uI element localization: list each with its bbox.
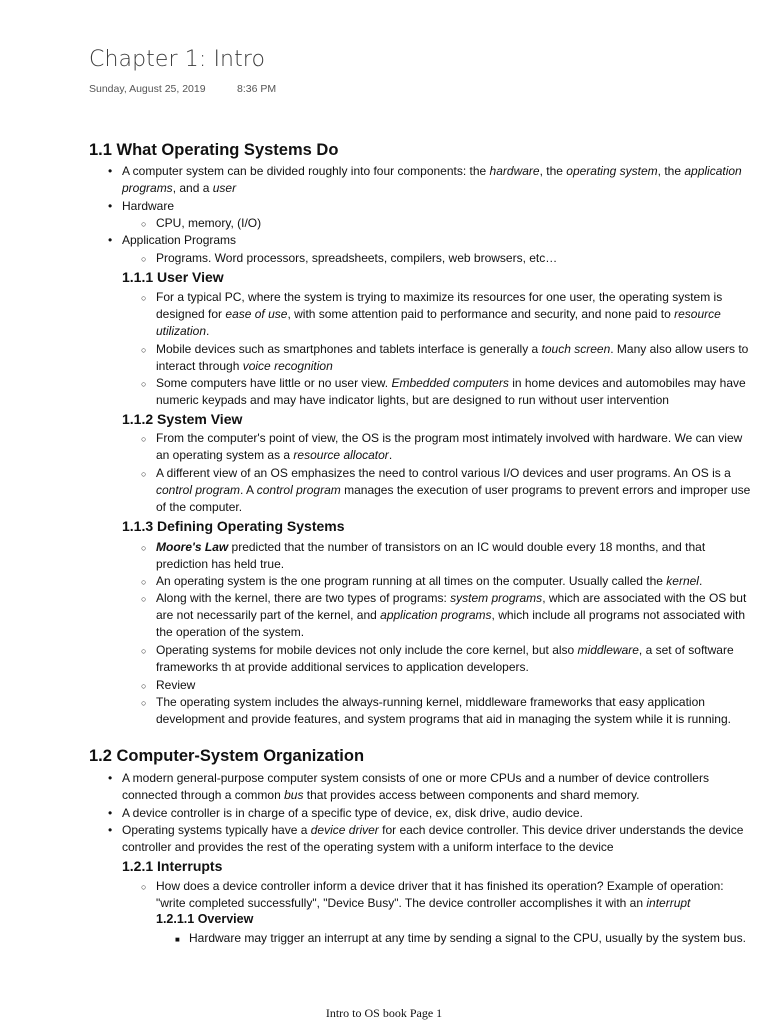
list-item-text: A device controller is in charge of a specific type of device, ex, disk drive, audio device. (122, 806, 583, 820)
page-title: Chapter 1: Intro (89, 47, 266, 72)
page-footer: Intro to OS book Page 1 (325, 1006, 443, 1020)
list-item-text: A computer system can be divided roughly into four components: the hardware, the operating system, the application programs, and a user (122, 164, 742, 195)
bullet-marker: ○ (141, 293, 147, 303)
list-item (108, 822, 752, 856)
bullet-marker: • (108, 823, 113, 837)
list-item (141, 677, 756, 694)
bullet-marker: ○ (141, 543, 147, 553)
list-item (108, 805, 752, 822)
list-item-text: The operating system includes the always-running kernel, middleware frameworks that easy application development and provide features, and system programs that aid in managing the system while it is running. (156, 695, 731, 726)
list-item-text: A different view of an OS emphasizes the need to control various I/O devices and user programs. An OS is a control program. A control program manages the execution of user programs to prevent errors and improper use of the computer. (156, 466, 751, 514)
bullet-marker: • (108, 771, 113, 785)
bullet-marker: ○ (141, 882, 147, 892)
list-item (141, 694, 756, 728)
list-item (108, 163, 752, 197)
list-item-text: CPU, memory, (I/O) (156, 216, 262, 230)
list-item-text: Some computers have little or no user view. Embedded computers in home devices and automobiles may have numeric keypads and may have indicator lights, but are designed to run without user intervention (156, 376, 746, 407)
list-item-text: Programs. Word processors, spreadsheets, compilers, web browsers, etc… (156, 251, 558, 265)
subsection-heading: 1.2.1 Interrupts (122, 858, 223, 874)
list-item-text: Mobile devices such as smartphones and tablets interface is generally a touch screen. Many also allow users to interact through voice recognition (156, 342, 749, 373)
list-item-text: A modern general-purpose computer system consists of one or more CPUs and a number of device controllers connected through a common bus that provides access between components and shard memory. (122, 771, 709, 802)
bullet-marker: • (108, 199, 113, 213)
bullet-marker: ○ (141, 469, 147, 479)
subsection-heading: 1.1.3 Defining Operating Systems (122, 518, 345, 534)
list-item-text: For a typical PC, where the system is trying to maximize its resources for one user, the operating system is designed for ease of use, with some attention paid to performance and security, and none paid to resource utilization. (156, 290, 723, 338)
list-item-text: Moore's Law predicted that the number of transistors on an IC would double every 18 months, and that prediction has held true. (156, 540, 706, 571)
list-item (141, 878, 756, 912)
bullet-marker: ■ (175, 935, 180, 944)
list-item (141, 215, 756, 232)
page-date: Sunday, August 25, 2019 (89, 83, 206, 95)
list-item-text: From the computer's point of view, the OS is the program most intimately involved with hardware. We can view an operating system as a resource allocator. (156, 431, 743, 462)
list-item (175, 930, 761, 947)
list-item-text: An operating system is the one program running at all times on the computer. Usually called the kernel. (156, 574, 703, 588)
list-item (141, 289, 756, 340)
bullet-marker: ○ (141, 254, 147, 264)
list-item (141, 539, 756, 573)
list-item-text: How does a device controller inform a device driver that it has finished its operation? Example of operation: "write completed successfully", "Device Busy". The device controller accomplishes it with an interrupt (156, 879, 724, 910)
bullet-marker: ○ (141, 594, 147, 604)
list-item (141, 430, 756, 464)
bullet-marker: ○ (141, 646, 147, 656)
section-heading: 1.1 What Operating Systems Do (89, 141, 339, 159)
list-item-text: Operating systems typically have a device driver for each device controller. This device driver understands the device controller and provides the rest of the operating system with a uniform interface to the device (122, 823, 744, 854)
list-item (141, 250, 756, 267)
section-heading: 1.2 Computer-System Organization (89, 747, 365, 765)
list-item (141, 642, 756, 676)
bullet-marker: ○ (141, 345, 147, 355)
list-item-text: Review (156, 678, 196, 692)
subsection-heading: 1.1.1 User View (122, 269, 224, 285)
bullet-marker: ○ (141, 577, 147, 587)
bullet-marker: ○ (141, 698, 147, 708)
list-item (141, 465, 756, 516)
list-item-text: Operating systems for mobile devices not only include the core kernel, but also middleware, a set of software frameworks th at provide additional services to application developers. (156, 643, 734, 674)
bullet-marker: ○ (141, 681, 147, 691)
bullet-marker: ○ (141, 434, 147, 444)
bullet-marker: ○ (141, 219, 147, 229)
subsubsection-heading: 1.2.1.1 Overview (156, 912, 254, 926)
page-time: 8:36 PM (237, 83, 277, 95)
bullet-marker: • (108, 233, 113, 247)
subsection-heading: 1.1.2 System View (122, 411, 243, 427)
list-item (141, 341, 756, 375)
list-item-text: Along with the kernel, there are two types of programs: system programs, which are associated with the OS but are not necessarily part of the kernel, and application programs, which include all programs not associated with the operation of the system. (156, 591, 747, 639)
list-item (141, 375, 756, 409)
list-item (108, 198, 752, 215)
list-item-text: Application Programs (122, 233, 237, 247)
list-item (108, 770, 752, 804)
list-item (141, 590, 756, 641)
bullet-marker: • (108, 164, 113, 178)
list-item (108, 232, 752, 249)
list-item (141, 573, 756, 590)
list-item-text: Hardware may trigger an interrupt at any time by sending a signal to the CPU, usually by the system bus. (189, 931, 746, 945)
bullet-marker: • (108, 806, 113, 820)
bullet-marker: ○ (141, 379, 147, 389)
list-item-text: Hardware (122, 199, 175, 213)
